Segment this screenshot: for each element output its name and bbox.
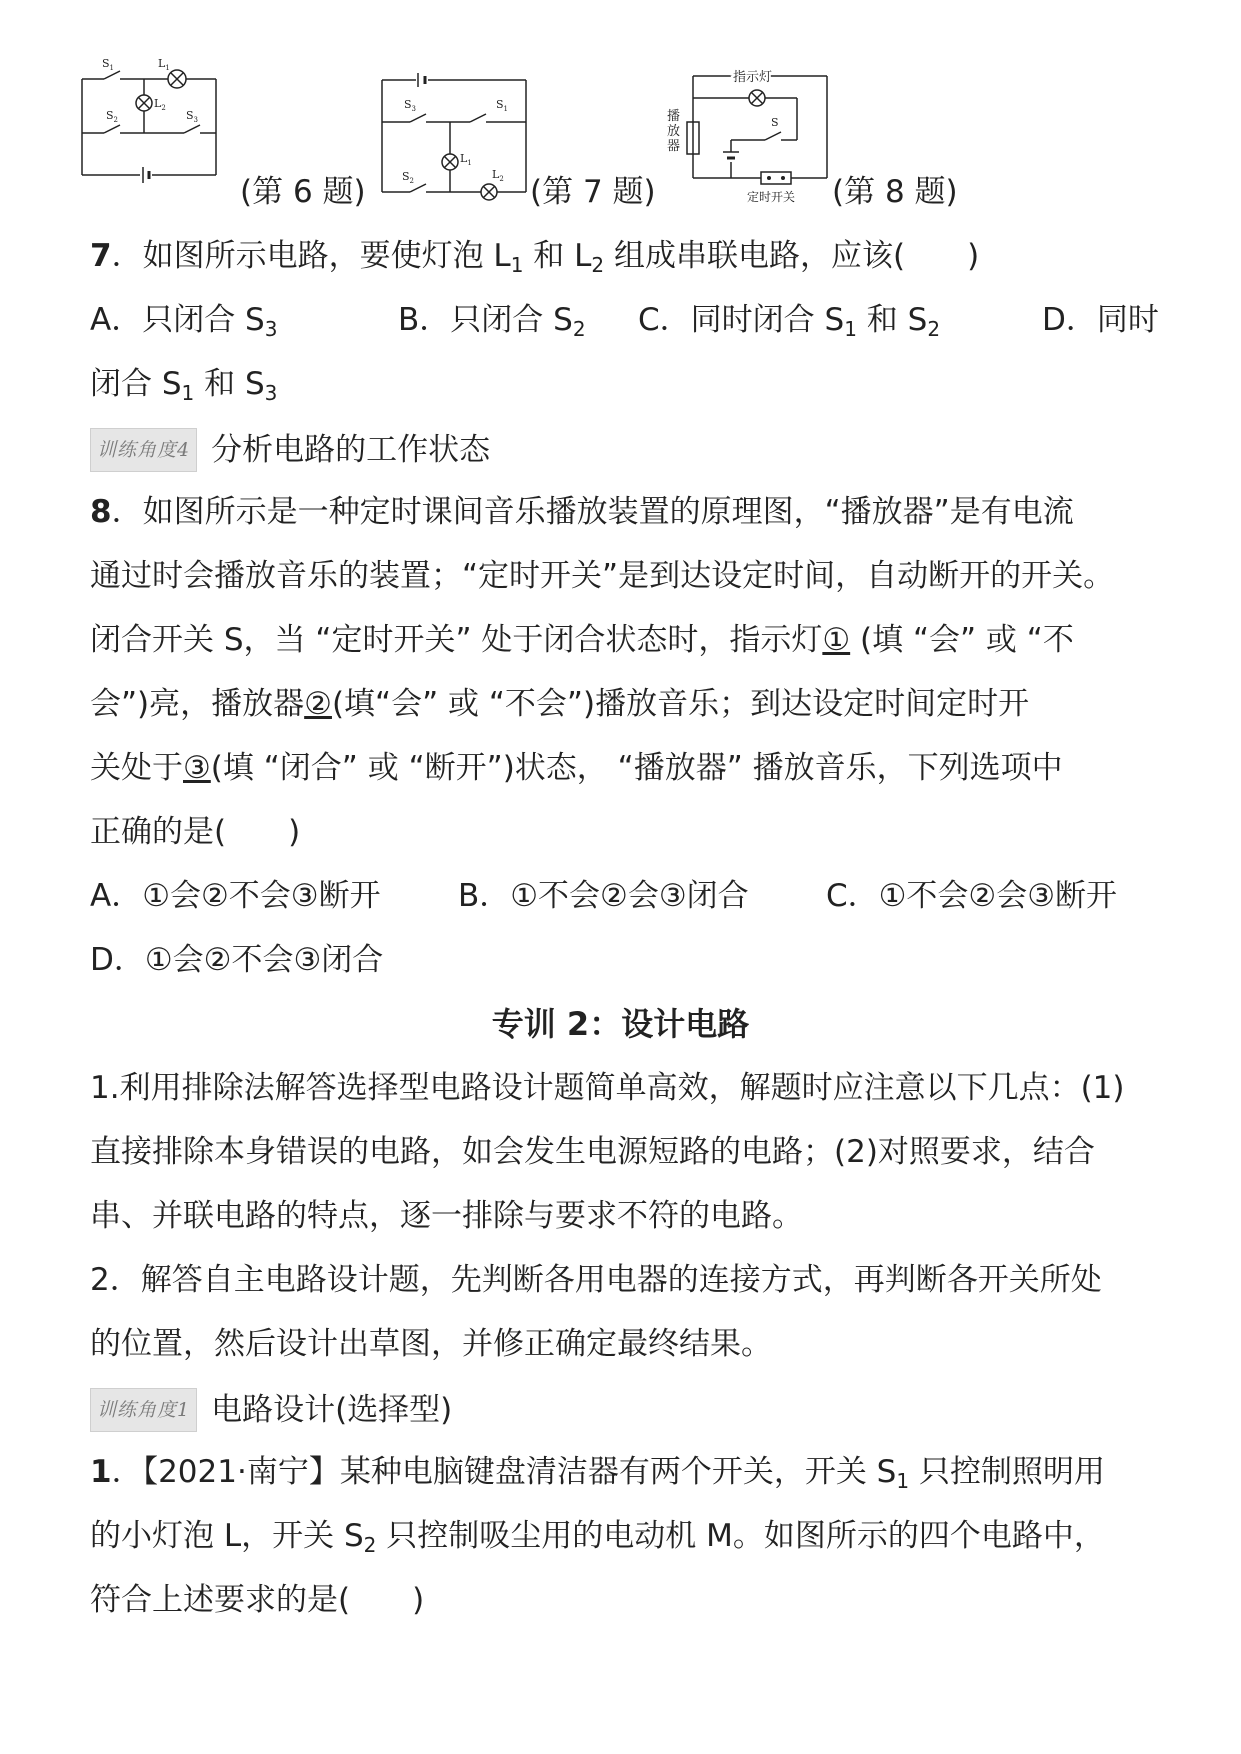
fig7-s2-label: S (402, 170, 410, 183)
figure-6-circuit (80, 55, 220, 195)
fig6-s1-label: S (102, 57, 110, 70)
q7-option-d[interactable]: D．同时 (1042, 302, 1159, 338)
q8-line-1: 8．如图所示是一种定时课间音乐播放装置的原理图，“播放器”是有电流 (90, 494, 1074, 530)
training-angle-1-heading (90, 1388, 452, 1432)
q8-line-4: 会”)亮，播放器②(填“会” 或 “不会”)播放音乐；到达设定时间定时开 (90, 686, 1030, 722)
figure-8-caption: (第 8 题) (832, 174, 958, 210)
fig8-s-label: S (771, 116, 779, 129)
training-angle-4-heading (90, 428, 490, 472)
fig7-s1-label: S (496, 98, 504, 111)
q8-blank-1: ① (822, 622, 851, 658)
q8-line-6: 正确的是( ) (90, 814, 301, 850)
svg-text:L1: $L_1$ (158, 57, 170, 72)
fig7-l1-label: L (460, 152, 468, 165)
tip-2-line-1: 2．解答自主电路设计题，先判断各用电器的连接方式，再判断各开关所处 (90, 1262, 1102, 1298)
q8-number: 8 (90, 494, 112, 530)
fig8-player-label-3: 器 (667, 139, 681, 154)
figure-6-caption: (第 6 题) (240, 174, 366, 210)
q7-option-d-continued: 闭合 $S_1$ 和 $S_3$ (90, 366, 278, 405)
figure-6-diagram (80, 55, 220, 195)
fig8-player-label-2: 放 (667, 124, 681, 139)
figure-7-diagram (380, 70, 530, 202)
svg-text:L1: $L_1$ (460, 152, 472, 167)
section-2-title: 专训 2：设计电路 (491, 1005, 750, 1043)
fig6-s3-label: S (186, 109, 194, 122)
q7-option-a[interactable]: A．只闭合 $S_3$ (90, 302, 278, 341)
svg-text:L2: $L_2$ (492, 168, 504, 183)
svg-text:S3: $S_3$ (186, 109, 199, 124)
fig6-l1-label: L (158, 57, 166, 70)
q7-number: 7 (90, 238, 112, 274)
fig7-l2-label: L (492, 168, 500, 181)
tip-2-line-2: 的位置，然后设计出草图，并修正确定最终结果。 (90, 1326, 772, 1362)
tip-1-line-1: 1.利用排除法解答选择型电路设计题简单高效，解题时应注意以下几点：(1) (90, 1070, 1125, 1106)
q8-option-a[interactable]: A．①会②不会③断开 (90, 878, 381, 914)
svg-text:S3: $S_3$ (404, 98, 417, 113)
tip-1-line-2: 直接排除本身错误的电路，如会发生电源短路的电路；(2)对照要求，结合 (90, 1134, 1095, 1170)
q8-blank-3: ③ (183, 750, 211, 786)
figure-7-circuit (380, 70, 530, 202)
training-angle-4-badge: 训练角度4 (90, 428, 197, 472)
q8-line-5: 关处于③(填 “闭合” 或 “断开”)状态， “播放器” 播放音乐，下列选项中 (90, 750, 1063, 786)
svg-text:L2: $L_2$ (154, 97, 166, 112)
training-angle-1-badge: 训练角度1 (90, 1388, 197, 1432)
figure-8-diagram (665, 68, 835, 208)
svg-text:S1: $S_1$ (102, 57, 115, 72)
figure-7-caption: (第 7 题) (530, 174, 656, 210)
q1-line-2: 的小灯泡 L，开关 $S_2$ 只控制吸尘用的电动机 M。如图所示的四个电路中， (90, 1518, 1105, 1557)
training-angle-4-title: 分析电路的工作状态 (211, 432, 491, 468)
fig6-l2-label: L (154, 97, 162, 110)
q1-line-3: 符合上述要求的是( ) (90, 1582, 425, 1618)
q8-option-b[interactable]: B．①不会②会③闭合 (458, 878, 749, 914)
q8-blank-2: ② (304, 686, 332, 722)
tip-1-line-3: 串、并联电路的特点，逐一排除与要求不符的电路。 (90, 1198, 803, 1234)
svg-text:S2: $S_2$ (106, 109, 119, 124)
q7-option-b[interactable]: B．只闭合 $S_2$ (398, 302, 586, 341)
svg-text:S2: $S_2$ (402, 170, 415, 185)
fig8-timer-label: 定时开关 (747, 190, 796, 204)
q7-stem: 7．如图所示电路，要使灯泡 $L_1$ 和 $L_2$ 组成串联电路，应该( ) (90, 238, 980, 277)
q1-number: 1 (90, 1454, 112, 1490)
q1-line-1: 1．【2021·南宁】某种电脑键盘清洁器有两个开关，开关 $S_1$ 只控制照明用 (90, 1454, 1105, 1493)
fig7-s3-label: S (404, 98, 412, 111)
q8-option-c[interactable]: C．①不会②会③断开 (826, 878, 1118, 914)
figure-8-circuit (665, 68, 835, 208)
fig8-player-label-1: 播 (667, 109, 681, 124)
svg-text:S1: $S_1$ (496, 98, 509, 113)
fig6-s2-label: S (106, 109, 114, 122)
fig8-lamp-label: 指示灯 (733, 70, 773, 85)
q8-line-2: 通过时会播放音乐的装置；“定时开关”是到达设定时间，自动断开的开关。 (90, 558, 1115, 594)
training-angle-1-title: 电路设计(选择型) (211, 1392, 453, 1428)
q8-line-3: 闭合开关 S，当 “定时开关” 处于闭合状态时，指示灯① (填 “会” 或 “不 (90, 622, 1074, 658)
q7-option-c[interactable]: C．同时闭合 $S_1$ 和 $S_2$ (638, 302, 941, 341)
q8-option-d[interactable]: D．①会②不会③闭合 (90, 942, 384, 978)
